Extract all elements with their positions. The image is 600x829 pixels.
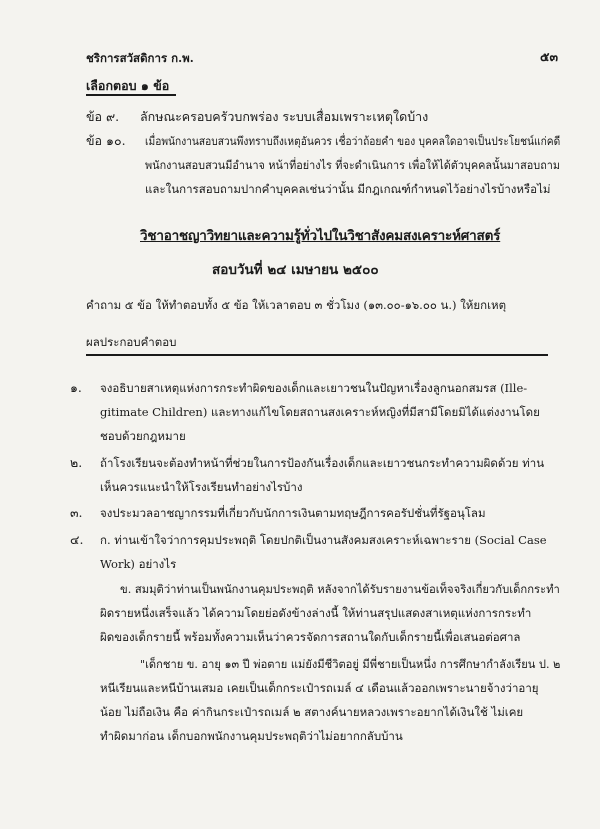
q10-line-3: และในการสอบถามปากคำบุคคลเช่นว่านั้น มีกฎเกณฑ์กำหนดไว้อย่างไรบ้างหรือไม่ xyxy=(145,182,551,196)
q9-text: ลักษณะครอบครัวบกพร่อง ระบบเสื่อมเพราะเหตุใดบ้าง xyxy=(140,109,429,124)
question-4-part-a-line-2: Work) อย่างไร xyxy=(100,557,177,571)
heading-underline xyxy=(86,94,176,96)
case-text-line-2: หนีเรียนและหนีบ้านเสมอ เคยเป็นเด็กกระเป๋ารถเมล์ ๔ เดือนแล้วออกเพราะนายจ้างว่าอายุ xyxy=(100,681,539,695)
exam-subject: วิชาอาชญาวิทยาและความรู้ทั่วไปในวิชาสังคมสงเคราะห์ศาสตร์ xyxy=(140,228,501,244)
question-3-number: ๓. xyxy=(70,505,83,520)
question-4-part-b-line-3: ผิดของเด็กรายนี้ พร้อมทั้งความเห็นว่าควรจัดการสถานใดกับเด็กรายนี้เพื่อเสนอต่อศาล xyxy=(100,630,521,644)
question-1-line-1: จงอธิบายสาเหตุแห่งการกระทำผิดของเด็กและเยาวชนในปัญหาเรื่องลูกนอกสมรส (Ille- xyxy=(100,381,528,395)
case-text-line-3: น้อย ไม่ถือเงิน คือ ค่ากินกระเป๋ารถเมล์ ๒ สตางค์นายหลวงเพราะอยากได้เงินใช้ ไม่เคย xyxy=(100,705,524,719)
question-2-number: ๒. xyxy=(70,455,83,470)
question-4-part-a-line-1: ก. ท่านเข้าใจว่าการคุมประพฤติ โดยปกติเป็นงานสังคมสงเคราะห์เฉพาะราย (Social Case xyxy=(100,533,547,547)
q10-line-1: เมื่อพนักงานสอบสวนพึงทราบถึงเหตุอันควร เชื่อว่าถ้อยคำ ของ บุคคลใดอาจเป็นประโยชน์แก่คดี xyxy=(145,134,561,148)
question-4-part-b-line-1: ข. สมมุติว่าท่านเป็นพนักงานคุมประพฤติ หลังจากได้รับรายงานข้อเท็จจริงเกี่ยวกับเด็กกระทำ xyxy=(120,582,560,596)
page-number: ๕๓ xyxy=(540,49,559,64)
exam-instructions: คำถาม ๕ ข้อ ให้ทำตอบทั้ง ๕ ข้อ ให้เวลาตอบ ๓ ชั่วโมง (๑๓.๐๐-๑๖.๐๐ น.) ให้ยกเหตุ xyxy=(86,298,507,312)
question-4-number: ๔. xyxy=(70,532,84,547)
exam-instructions-tail: ผลประกอบคำตอบ xyxy=(86,335,177,349)
question-3-line-1: จงประมวลอาชญากรรมที่เกี่ยวกับนักการเงินตามทฤษฎีการคอรัปชั่นที่รัฐอนุโลม xyxy=(100,506,486,520)
choose-one-heading: เลือกตอบ ๑ ข้อ xyxy=(86,78,170,93)
exam-date: สอบวันที่ ๒๔ เมษายน ๒๕๐๐ xyxy=(212,262,379,278)
question-2-line-2: เห็นควรแนะนำให้โรงเรียนทำอย่างไรบ้าง xyxy=(100,480,303,494)
case-text-line-1: "เด็กชาย ข. อายุ ๑๓ ปี พ่อตาย แม่ยังมีชีวิตอยู่ มีพี่ชายเป็นหนึ่ง การศึกษากำลังเรียน ป. ๒ xyxy=(140,657,561,671)
q9-number: ข้อ ๙. xyxy=(86,109,120,124)
question-1-line-3: ชอบด้วยกฎหมาย xyxy=(100,429,186,443)
question-2-line-1: ถ้าโรงเรียนจะต้องทำหน้าที่ช่วยในการป้องกันเรื่องเด็กและเยาวชนกระทำความผิดด้วย ท่าน xyxy=(100,456,545,470)
question-1-number: ๑. xyxy=(70,380,82,395)
section-divider xyxy=(86,354,548,356)
q10-number: ข้อ ๑๐. xyxy=(86,133,126,148)
case-text-line-4: ทำผิดมาก่อน เด็กบอกพนักงานคุมประพฤติว่าไม่อยากกลับบ้าน xyxy=(100,729,403,743)
question-1-line-2: gitimate Children) และทางแก้ไขโดยสถานสงเคราะห์หญิงที่มีสามีโดยมิได้แต่งงานโดย xyxy=(100,405,540,419)
question-4-part-b-line-2: ผิดรายหนึ่งเสร็จแล้ว ได้ความโดยย่อดังข้างล่างนี้ ให้ท่านสรุปแสดงสาเหตุแห่งการกระทำ xyxy=(100,606,532,620)
running-title: ชริการสวัสดิการ ก.พ. xyxy=(86,51,194,65)
q10-line-2: พนักงานสอบสวนมีอำนาจ หน้าที่อย่างไร ที่จะดำเนินการ เพื่อให้ได้ตัวบุคคลนั้นมาสอบถาม xyxy=(145,158,561,172)
